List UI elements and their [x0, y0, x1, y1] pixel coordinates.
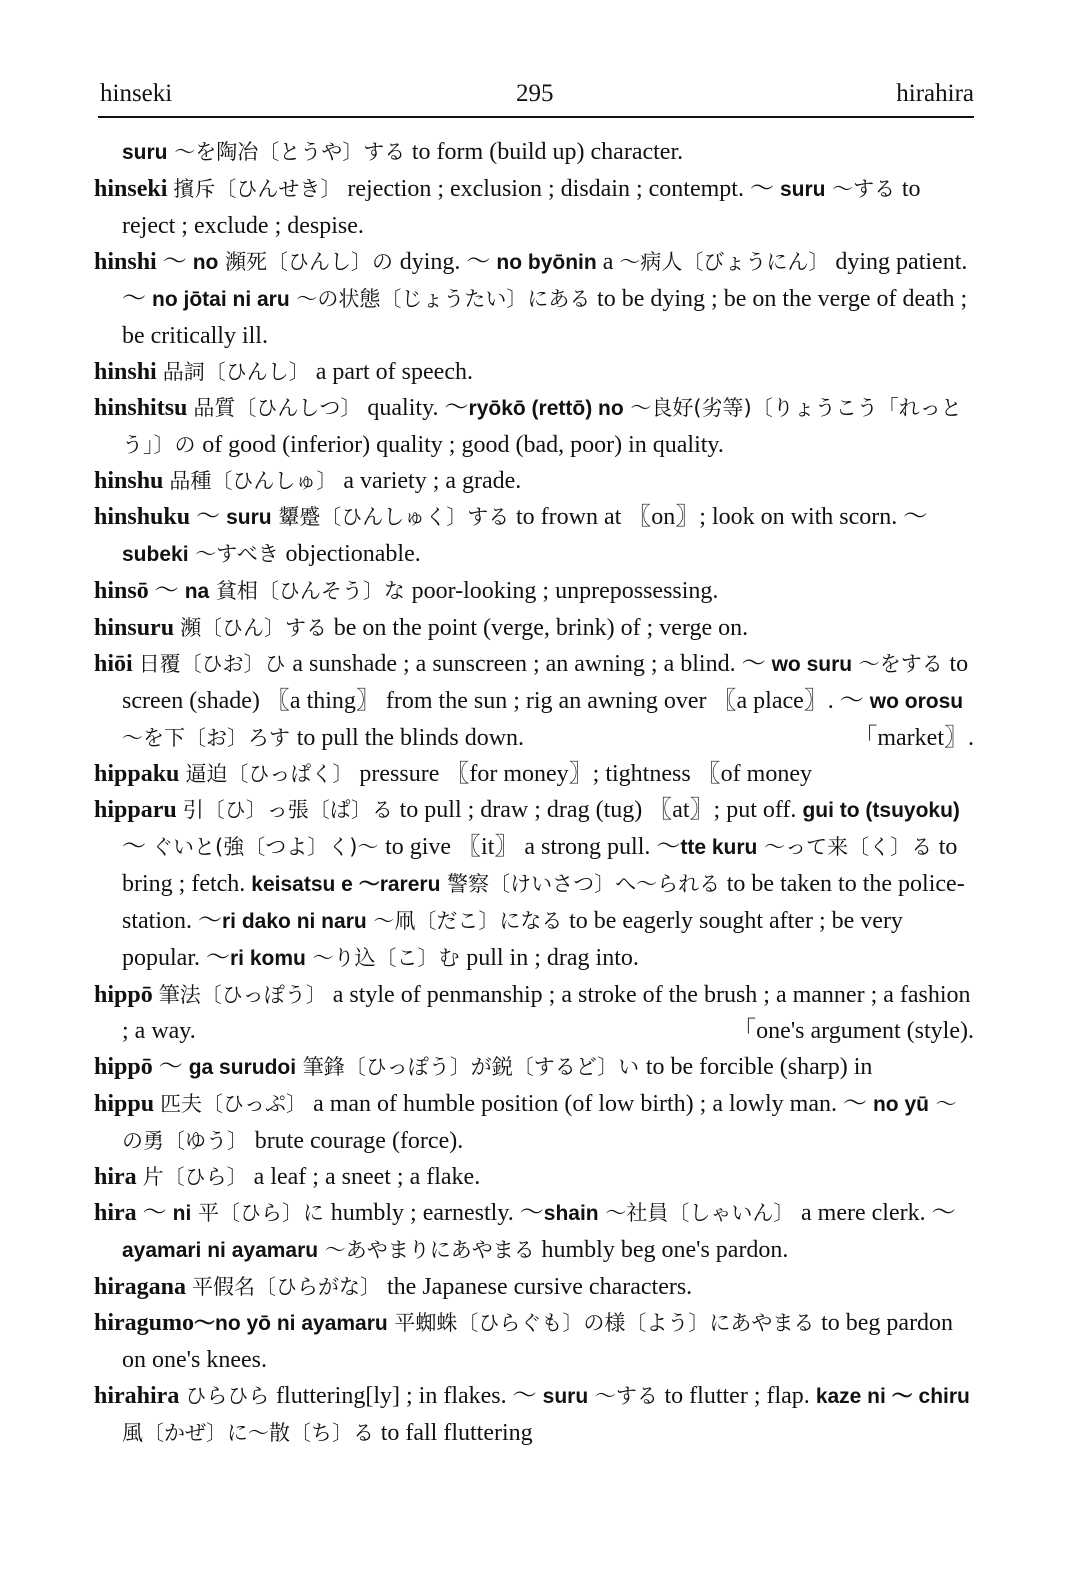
romaji-phrase: ri komu	[230, 947, 306, 970]
dictionary-entry	[94, 1086, 974, 1159]
japanese-text: ～すべき	[188, 542, 286, 566]
english-gloss: quality. ～	[361, 395, 469, 421]
headword: hinshitsu	[94, 395, 194, 421]
japanese-text: ～を陶冶〔とうや〕する	[167, 140, 412, 164]
romaji-phrase: no byōnin	[496, 251, 597, 274]
headword: hinsō	[94, 578, 155, 604]
japanese-text: 品質〔ひんしつ〕	[193, 396, 362, 420]
japanese-text: ～良好(劣等)〔りょうこう「れっとう」〕の	[122, 396, 962, 457]
english-gloss: fluttering[ly] ; in flakes. ～	[276, 1383, 543, 1409]
japanese-text: 風〔かぜ〕に～散〔ち〕る	[122, 1421, 381, 1445]
headword: hippu	[94, 1091, 161, 1117]
english-gloss: dying. ～	[399, 249, 497, 275]
dictionary-entry	[94, 1049, 974, 1086]
romaji-phrase: ni	[172, 1202, 192, 1225]
english-gloss: a leaf ; a sneet ; a flake.	[247, 1164, 481, 1190]
english-gloss: dying patient. ～	[122, 249, 968, 312]
dictionary-entry	[94, 1195, 974, 1269]
japanese-text: 平蜘蛛〔ひらぐも〕の様〔よう〕にあやまる	[387, 1311, 822, 1335]
english-gloss: a	[596, 249, 620, 275]
english-gloss: to pull ; draw ; drag (tug) 〖at〗; put off.	[399, 797, 803, 823]
english-gloss: a style of penmanship ; a stroke of the brush ; a manner ; a fashion ; a way.	[122, 982, 971, 1044]
japanese-text: 品種〔ひんしゅ〕	[169, 469, 338, 493]
english-gloss: ～	[154, 578, 185, 604]
headword: hippaku	[94, 761, 186, 787]
japanese-text: ～をする	[852, 652, 950, 676]
japanese-text: 筆鋒〔ひっぽう〕が鋭〔するど〕い	[296, 1055, 646, 1079]
romaji-phrase: gui to (tsuyoku)	[802, 799, 960, 822]
japanese-text: 筆法〔ひっぽう〕	[158, 983, 327, 1007]
english-gloss: rejection ; exclusion ; disdain ; contempt. ～	[341, 176, 780, 202]
headword: hippō	[94, 1054, 159, 1080]
romaji-phrase: wo suru	[771, 653, 853, 676]
japanese-text: ～病人〔びょうにん〕	[619, 250, 830, 274]
english-gloss: to pull the blinds down.	[296, 725, 525, 751]
english-gloss: to beg pardon on one's knees.	[122, 1310, 954, 1373]
romaji-phrase: ga surudoi	[188, 1056, 297, 1079]
headword: hira	[94, 1200, 143, 1226]
japanese-text: 擯斥〔ひんせき〕	[173, 177, 342, 201]
dictionary-entry	[94, 354, 974, 390]
japanese-text: 警察〔けいさつ〕へ～られる	[440, 872, 727, 896]
page-number: 295	[516, 80, 554, 107]
romaji-phrase: shain	[543, 1202, 599, 1225]
headword: hira	[94, 1164, 143, 1190]
japanese-text: ～あやまりにあやまる	[318, 1238, 542, 1262]
english-gloss: ～	[142, 1200, 173, 1226]
english-gloss: to reject ; exclude ; despise.	[122, 176, 921, 239]
japanese-text: ～の勇〔ゆう〕	[122, 1092, 957, 1153]
romaji-phrase: no jōtai ni aru	[152, 288, 290, 311]
japanese-text: ～り込〔こ〕む	[305, 946, 467, 970]
english-gloss: humbly ; earnestly. ～	[330, 1200, 544, 1226]
japanese-text: 引〔ひ〕っ張〔ぱ〕る	[182, 798, 400, 822]
headword: hiragana	[94, 1274, 193, 1300]
romaji-phrase: ayamari ni ayamaru	[122, 1239, 319, 1262]
english-gloss: humbly beg one's pardon.	[541, 1237, 789, 1263]
english-gloss: poor-looking ; unprepossessing.	[411, 578, 719, 604]
english-gloss: to flutter ; flap.	[664, 1383, 816, 1409]
japanese-text: ～を下〔お〕ろす	[122, 726, 297, 750]
romaji-phrase: na	[184, 580, 210, 603]
entry-list	[94, 134, 974, 1451]
english-gloss: ～	[162, 249, 193, 275]
japanese-text: 片〔ひら〕	[142, 1165, 248, 1189]
headword: hinshuku	[94, 504, 197, 530]
romaji-phrase: ～no yō ni ayamaru	[194, 1312, 388, 1335]
page-header	[98, 80, 974, 118]
romaji-phrase: no yū	[872, 1093, 929, 1116]
english-gloss: to screen (shade) 〖a thing〗 from the sun ; rig an awning over 〖a place〗. ～	[122, 651, 969, 714]
english-gloss: of good (inferior) quality ; good (bad, poor) in quality.	[202, 432, 724, 458]
continuation-note: 「one's argument (style).	[732, 1018, 974, 1044]
headword: hipparu	[94, 797, 183, 823]
japanese-text: 日覆〔ひお〕ひ	[138, 652, 293, 676]
japanese-text: ひらひら	[185, 1384, 277, 1408]
english-gloss: to give 〖it〗 a strong pull. ～	[385, 834, 681, 860]
headword: hinshi	[94, 359, 163, 385]
english-gloss: ～	[158, 1054, 189, 1080]
header-last-word: hirahira	[896, 80, 974, 107]
english-gloss: a variety ; a grade.	[337, 468, 522, 494]
dictionary-entry	[94, 792, 974, 977]
english-gloss: a part of speech.	[309, 359, 473, 385]
romaji-phrase: subeki	[122, 543, 189, 566]
dictionary-entry	[94, 463, 974, 499]
headword: hippō	[94, 982, 159, 1008]
english-gloss: a man of humble position (of low birth) ; a lowly man. ～	[307, 1091, 873, 1117]
english-gloss: pressure 〖for money〗; tightness 〖of money	[353, 761, 812, 787]
header-first-word: hinseki	[100, 80, 173, 107]
romaji-phrase: keisatsu e ～rareru	[251, 873, 441, 896]
english-gloss: to frown at 〖on〗; look on with scorn. ～	[515, 504, 928, 530]
japanese-text: ～社員〔しゃいん〕	[598, 1201, 801, 1225]
dictionary-entry	[94, 390, 974, 463]
english-gloss: to be eagerly sought after ; be very popular. ～	[122, 908, 903, 971]
romaji-phrase: ri dako ni naru	[222, 910, 367, 933]
english-gloss: objectionable.	[285, 541, 421, 567]
romaji-phrase: kaze ni ～ chiru	[815, 1385, 970, 1408]
romaji-phrase: suru	[226, 506, 272, 529]
english-gloss: a mere clerk. ～	[801, 1200, 956, 1226]
romaji-phrase: suru	[542, 1385, 589, 1408]
dictionary-entry	[94, 134, 974, 171]
dictionary-entry	[94, 756, 974, 792]
headword: hiragumo	[94, 1310, 195, 1336]
headword: hinsuru	[94, 615, 181, 641]
english-gloss: the Japanese cursive characters.	[381, 1274, 693, 1300]
dictionary-entry	[94, 244, 974, 354]
japanese-text: 貧相〔ひんそう〕な	[209, 579, 412, 603]
romaji-phrase: suru	[779, 178, 826, 201]
romaji-phrase: no	[192, 251, 219, 274]
dictionary-entry	[94, 1305, 974, 1378]
english-gloss: to be taken to the police-station. ～	[122, 871, 965, 934]
japanese-text: 瀕〔ひん〕する	[180, 616, 334, 640]
japanese-text: ～の状態〔じょうたい〕にある	[289, 287, 598, 311]
english-gloss: to fall fluttering	[380, 1420, 533, 1446]
japanese-text: 逼迫〔ひっぱく〕	[185, 762, 354, 786]
english-gloss: ～	[196, 504, 227, 530]
english-gloss: a sunshade ; a sunscreen ; an awning ; a blind. ～	[292, 651, 772, 677]
japanese-text: 品詞〔ひんし〕	[162, 360, 310, 384]
english-gloss: to be forcible (sharp) in	[645, 1054, 873, 1080]
headword: hiōi	[94, 651, 139, 677]
japanese-text: 顰蹙〔ひんしゅく〕する	[271, 505, 516, 529]
romaji-phrase: wo orosu	[869, 690, 964, 713]
headword: hinseki	[94, 176, 174, 202]
dictionary-entry	[94, 573, 974, 610]
headword: hinshu	[94, 468, 170, 494]
dictionary-entry	[94, 610, 974, 646]
japanese-text: ～って来〔く〕る	[757, 835, 939, 859]
dictionary-entry	[94, 171, 974, 244]
japanese-text: ～する	[588, 1384, 665, 1408]
english-gloss: pull in ; drag into.	[466, 945, 639, 971]
romaji-phrase: tte kuru	[680, 836, 758, 859]
dictionary-entry	[94, 1378, 974, 1451]
english-gloss: ～	[122, 834, 152, 860]
headword: hirahira	[94, 1383, 186, 1409]
romaji-phrase: ryōkō (rettō) no	[468, 397, 624, 420]
english-gloss: brute courage (force).	[254, 1128, 464, 1154]
headword: hinshi	[94, 249, 163, 275]
dictionary-entry	[94, 1269, 974, 1305]
japanese-text: 平〔ひら〕に	[191, 1201, 331, 1225]
english-gloss: to bring ; fetch.	[122, 834, 958, 897]
dictionary-entry	[94, 1159, 974, 1195]
japanese-text: 瀕死〔ひんし〕の	[218, 250, 400, 274]
english-gloss: to be dying ; be on the verge of death ; be critically ill.	[122, 286, 968, 349]
japanese-text: ～凧〔だこ〕になる	[366, 909, 570, 933]
english-gloss: be on the point (verge, brink) of ; verge on.	[333, 615, 749, 641]
japanese-text: 平假名〔ひらがな〕	[192, 1275, 382, 1299]
japanese-text: ～する	[825, 177, 902, 201]
continuation-note: 「market〗.	[853, 725, 974, 751]
english-gloss: to form (build up) character.	[411, 139, 684, 165]
japanese-text: 匹夫〔ひっぷ〕	[160, 1092, 308, 1116]
japanese-text: ぐいと(強〔つよ〕く)～	[152, 835, 386, 859]
dictionary-entry	[94, 499, 974, 573]
romaji-phrase: suru	[122, 141, 168, 164]
